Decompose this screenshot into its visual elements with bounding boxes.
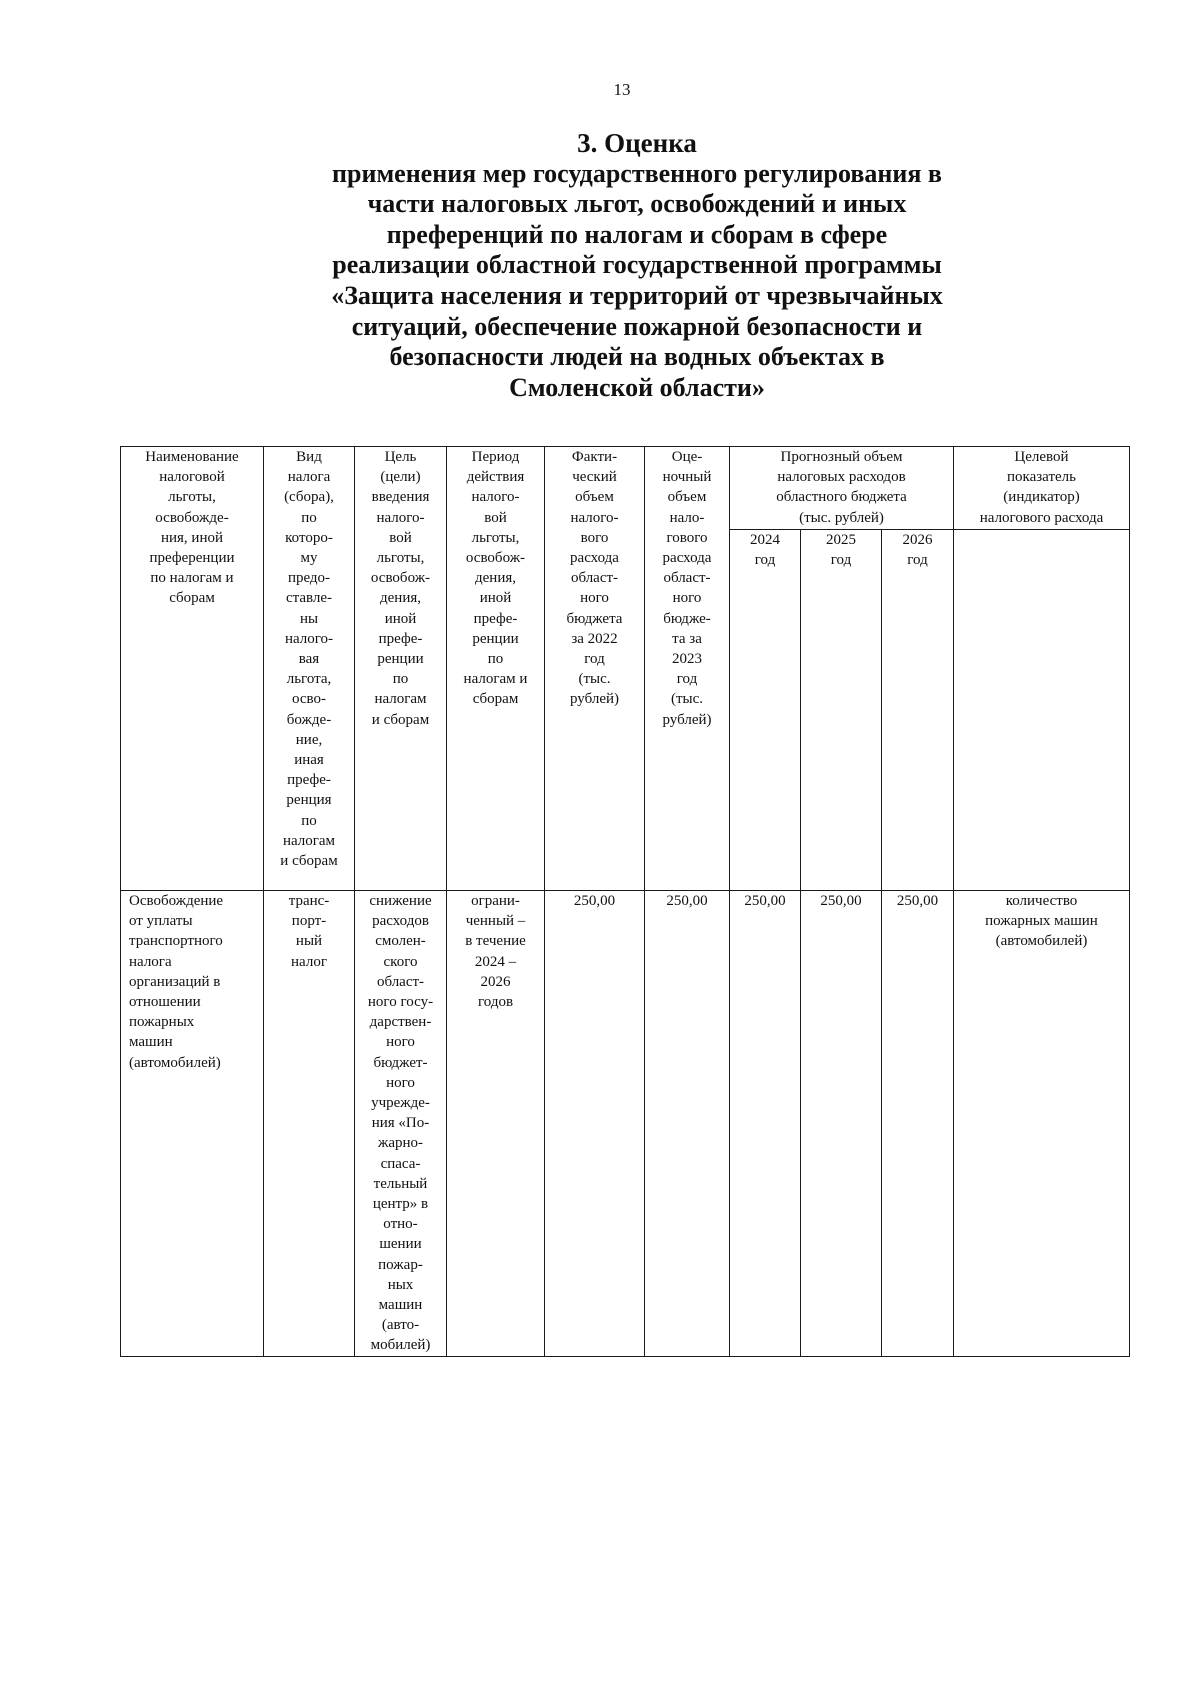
cell-estimated-2023: 250,00 (645, 891, 730, 1357)
table-header-row (121, 447, 1130, 530)
header-period: Период действия налого- вой льготы, освобож- дения, иной префе- ренции по налогам и сборам (447, 447, 545, 891)
header-actual-2022: Факти- ческий объем налого- вого расхода област- ного бюджета за 2022 год (тыс. рублей) (545, 447, 645, 891)
title-line: применения мер государственного регулирования в (332, 158, 942, 188)
cell-period: ограни- ченный – в течение 2024 – 2026 годов (447, 891, 545, 1357)
cell-purpose: снижение расходов смолен- ского област- ного госу- дарствен- ного бюджет- ного учрежде- ния «По- жарно- спаса- тельный центр» в отно- шении пожар- ных машин (авто- мобилей) (355, 891, 447, 1357)
document-title (230, 128, 1044, 403)
title-line: реализации областной государственной программы (332, 250, 942, 280)
header-year-2024: 2024 год (730, 530, 801, 891)
header-indicator: Целевой показатель (индикатор) налогового расхода (954, 447, 1130, 530)
cell-forecast-2026: 250,00 (882, 891, 954, 1357)
title-heading: 3. Оценка (577, 128, 697, 158)
header-purpose: Цель (цели) введения налого- вой льготы, освобож- дения, иной префе- ренции по налогам и сборам (355, 447, 447, 891)
title-line: безопасности людей на водных объектах в (389, 342, 885, 372)
cell-indicator: количество пожарных машин (автомобилей) (954, 891, 1130, 1357)
title-line: преференций по налогам и сборам в сфере (386, 219, 888, 249)
cell-name: Освобождение от уплаты транспортного налога организаций в отношении пожарных машин (автомобилей) (121, 891, 264, 1357)
title-line: «Защита населения и территорий от чрезвычайных (331, 280, 943, 310)
table-row (121, 891, 1130, 1357)
cell-tax-type: транс- порт- ный налог (264, 891, 355, 1357)
page-number: 13 (613, 80, 631, 99)
header-year-2025: 2025 год (801, 530, 882, 891)
cell-forecast-2024: 250,00 (730, 891, 801, 1357)
cell-actual-2022: 250,00 (545, 891, 645, 1357)
title-line: Смоленской области» (509, 372, 765, 402)
cell-forecast-2025: 250,00 (801, 891, 882, 1357)
title-line: части налоговых льгот, освобождений и иных (367, 189, 907, 219)
header-indicator-blank (954, 530, 1130, 891)
header-forecast: Прогнозный объем налоговых расходов областного бюджета (тыс. рублей) (730, 447, 954, 530)
header-year-2026: 2026 год (882, 530, 954, 891)
header-tax-type: Вид налога (сбора), по которо- му предо- ставле- ны налого- вая льгота, осво- божде- ние, иная префе- ренция по налогам и сборам (264, 447, 355, 891)
title-line: ситуаций, обеспечение пожарной безопасности и (351, 311, 923, 341)
header-estimated-2023: Оце- ночный объем нало- гового расхода област- ного бюдже- та за 2023 год (тыс. рублей) (645, 447, 730, 891)
header-name: Наименование налоговой льготы, освобожде- ния, иной преференции по налогам и сборам (121, 447, 264, 891)
tax-relief-table (120, 446, 1130, 1357)
